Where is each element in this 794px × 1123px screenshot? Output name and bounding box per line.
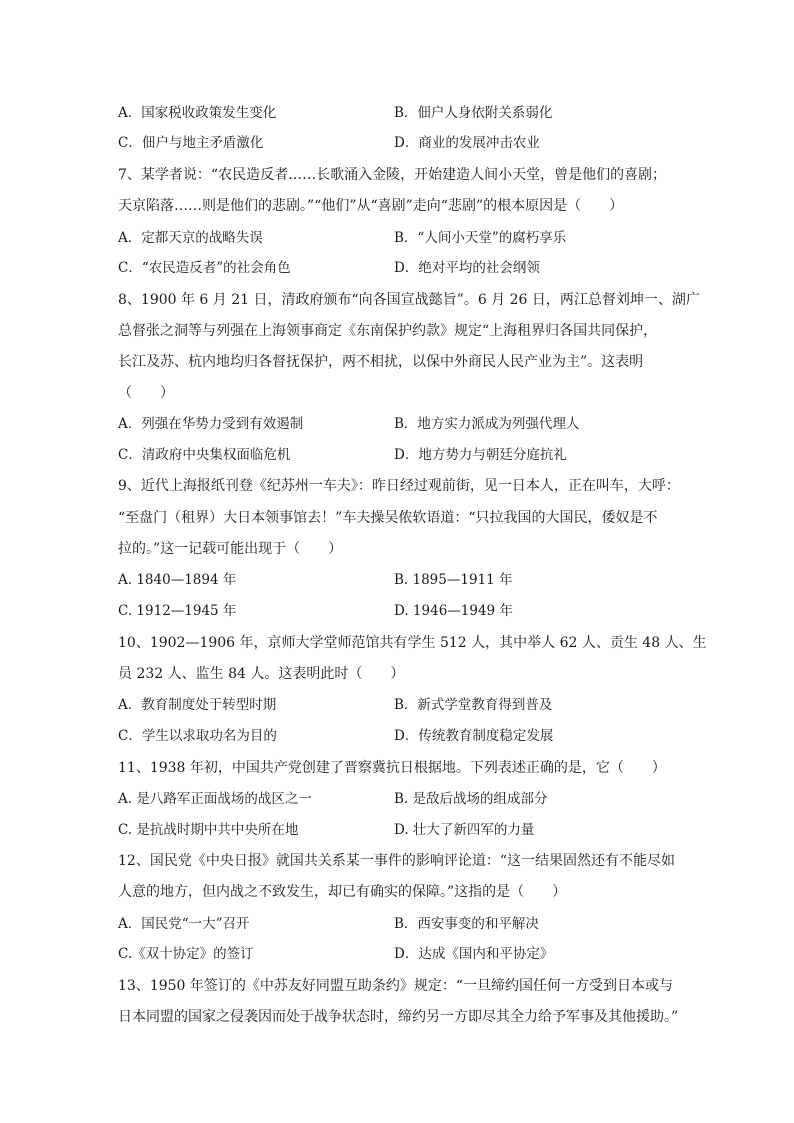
q7-option-d[interactable]: D．绝对平均的社会纲领 — [394, 260, 540, 276]
q9-option-b[interactable]: B. 1895—1911 年 — [394, 572, 513, 588]
q8-stem-line-2: 总督张之洞等与列强在上海领事商定《东南保护约款》规定“上海租界归各国共同保护， — [118, 323, 658, 339]
q13-stem-line-1: 13、1950 年签订的《中苏友好同盟互助条约》规定：“一旦缔约国任何一方受到日本或与 — [118, 978, 674, 994]
q8-option-b[interactable]: B．地方实力派成为列强代理人 — [394, 416, 580, 432]
q8-stem-line-1: 8、1900 年 6 月 21 日，清政府颁布“向各国宣战懿旨”。6 月 26 日，两江总督刘坤一、湖广 — [118, 292, 700, 308]
q9-option-c[interactable]: C. 1912—1945 年 — [118, 603, 237, 619]
q8-stem-line-4: （ ） — [118, 385, 174, 401]
q12-option-c[interactable]: C.《双十协定》的签订 — [118, 946, 254, 962]
q6-option-c[interactable]: C．佃户与地主矛盾激化 — [118, 135, 264, 151]
q7-option-b[interactable]: B．“人间小天堂”的腐朽享乐 — [394, 230, 567, 246]
q7-option-a[interactable]: A．定都天京的战略失误 — [118, 230, 263, 246]
q10-option-a[interactable]: A．教育制度处于转型时期 — [118, 697, 277, 713]
q10-option-b[interactable]: B．新式学堂教育得到普及 — [394, 697, 553, 713]
q6-option-b[interactable]: B．佃户人身依附关系弱化 — [394, 105, 553, 121]
q8-option-c[interactable]: C．清政府中央集权面临危机 — [118, 447, 291, 463]
q12-option-d[interactable]: D．达成《国内和平协定》 — [394, 946, 554, 962]
q9-option-d[interactable]: D. 1946—1949 年 — [394, 603, 513, 619]
q10-stem-line-1: 10、1902—1906 年，京师大学堂师范馆共有学生 512 人，其中举人 62 人、贡生 48 人、生 — [118, 635, 707, 651]
q12-stem-line-1: 12、国民党《中央日报》就国共关系某一事件的影响评论道：“这一结果固然还有不能尽如 — [118, 853, 675, 869]
q13-stem-line-2: 日本同盟的国家之侵袭因而处于战争状态时，缔约另一方即尽其全力给予军事及其他援助。” — [118, 1009, 679, 1025]
q11-option-c[interactable]: C. 是抗战时期中共中央所在地 — [118, 822, 299, 838]
q6-option-d[interactable]: D．商业的发展冲击农业 — [394, 135, 540, 151]
q9-stem-line-1: 9、近代上海报纸刊登《纪苏州一车夫》：昨日经过观前街，见一日本人，正在叫车，大呼： — [118, 478, 680, 494]
q8-stem-line-3: 长江及苏、杭内地均归各督抚保护，两不相扰，以保中外商民人民产业为主”。这表明 — [118, 354, 644, 370]
q11-stem-line-1: 11、1938 年初，中国共产党创建了晋察冀抗日根据地。下列表述正确的是，它（ ） — [118, 760, 666, 776]
q8-option-a[interactable]: A．列强在华势力受到有效遏制 — [118, 416, 304, 432]
q6-option-a[interactable]: A．国家税收政策发生变化 — [118, 105, 277, 121]
q10-stem-line-2: 员 232 人、监生 84 人。这表明此时（ ） — [118, 666, 405, 682]
q12-option-b[interactable]: B．西安事变的和平解决 — [394, 916, 539, 932]
q7-option-c[interactable]: C．“农民造反者”的社会角色 — [118, 260, 291, 276]
q12-option-a[interactable]: A．国民党“一大”召开 — [118, 916, 250, 932]
q7-stem-line-1: 7、某学者说：“农民造反者……长歌涌入金陵，开始建造人间小天堂，曾是他们的喜剧； — [118, 167, 667, 183]
q12-stem-line-2: 人意的地方，但内战之不致发生，却已有确实的保障。”这指的是（ ） — [118, 884, 567, 900]
q10-option-d[interactable]: D．传统教育制度稳定发展 — [394, 728, 554, 744]
q11-option-a[interactable]: A. 是八路军正面战场的战区之一 — [118, 791, 312, 807]
q9-stem-line-3: 拉的。”这一记载可能出现于（ ） — [118, 541, 343, 557]
q9-option-a[interactable]: A. 1840—1894 年 — [118, 572, 237, 588]
q11-option-d[interactable]: D. 壮大了新四军的力量 — [394, 822, 535, 838]
q7-stem-line-2: 天京陷落……则是他们的悲剧。”“他们”从“喜剧”走向“悲剧”的根本原因是（ ） — [118, 198, 624, 214]
q8-option-d[interactable]: D．地方势力与朝廷分庭抗礼 — [394, 447, 567, 463]
q11-option-b[interactable]: B. 是敌后战场的组成部分 — [394, 791, 548, 807]
q9-stem-line-2: “至盘门（租界）大日本领事馆去！”车夫操吴侬软语道：“只拉我国的大国民，倭奴是不 — [118, 510, 658, 526]
q10-option-c[interactable]: C．学生以求取功名为目的 — [118, 728, 277, 744]
